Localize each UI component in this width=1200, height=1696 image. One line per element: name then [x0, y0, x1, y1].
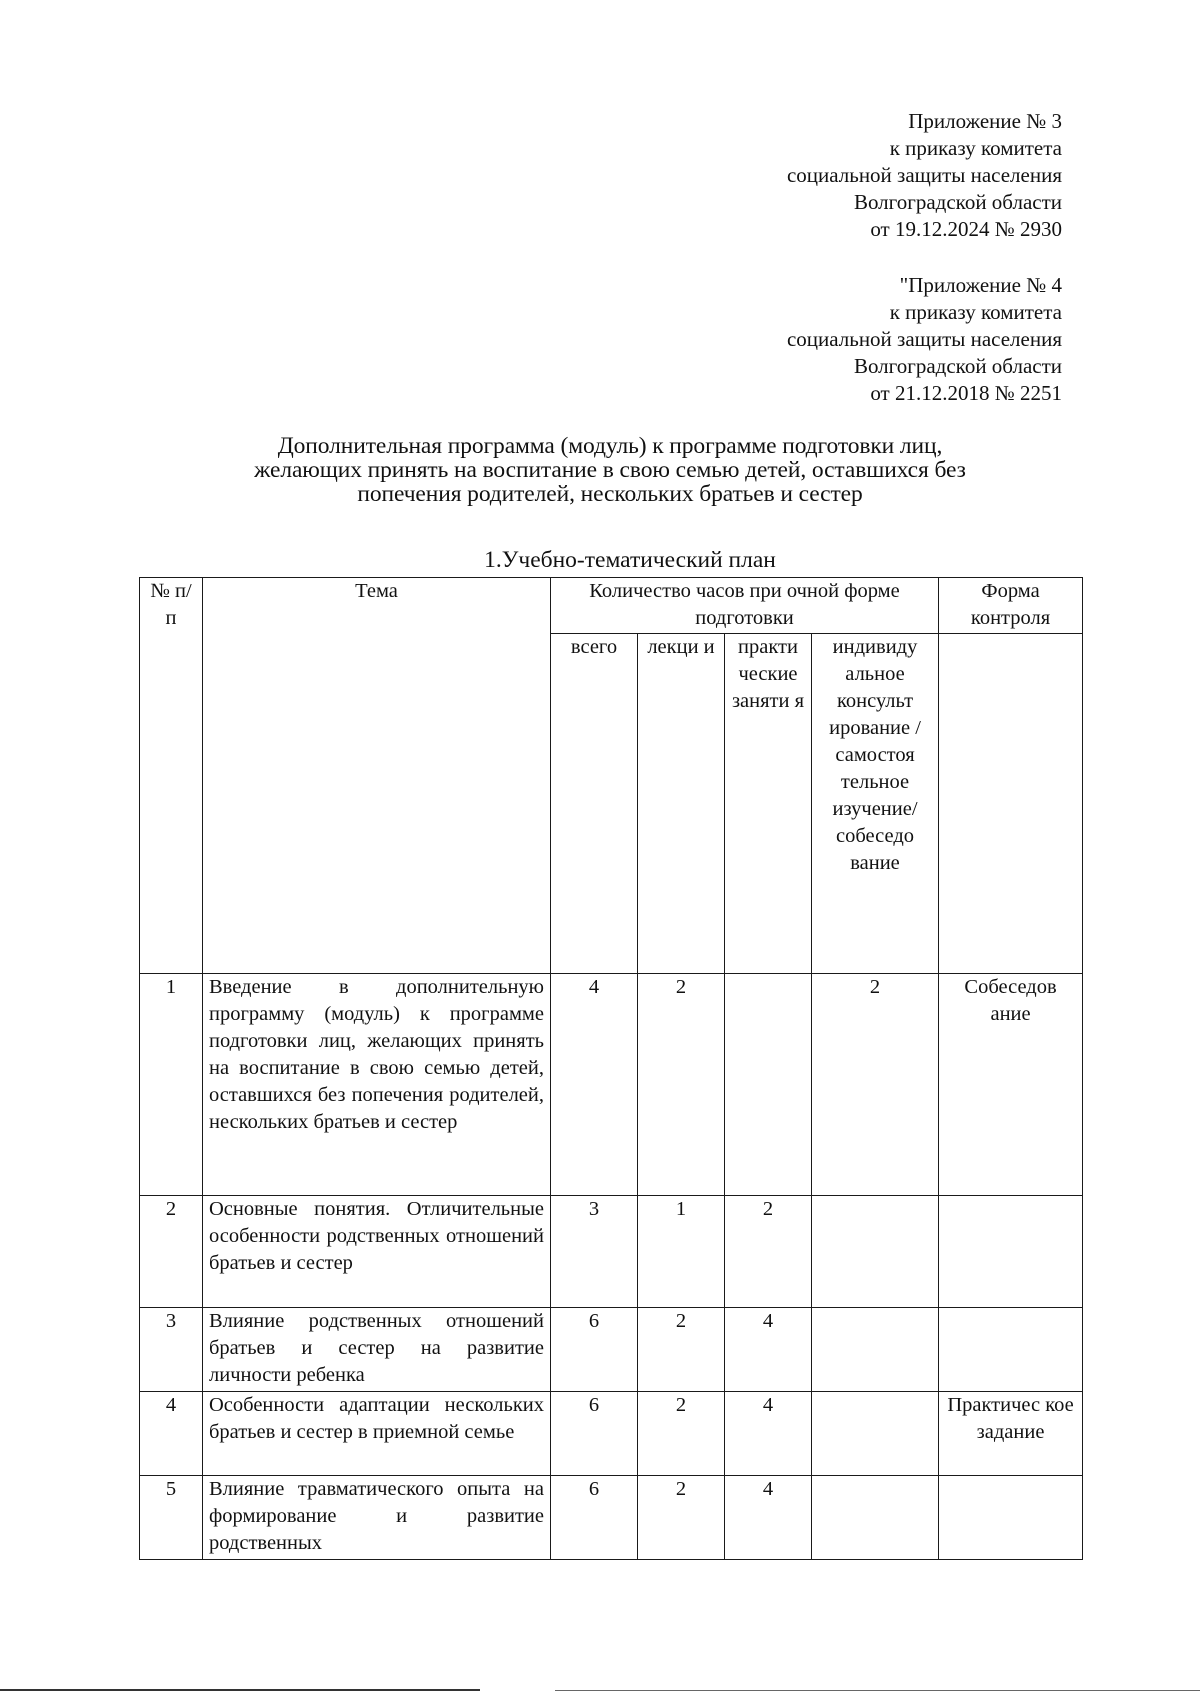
table-row [140, 1476, 1083, 1560]
row-total: 3 [551, 1196, 638, 1308]
row-total: 6 [551, 1308, 638, 1392]
appendix-3-line-2: к приказу комитета [889, 136, 1062, 160]
row-num: 5 [140, 1476, 203, 1560]
row-num: 4 [140, 1392, 203, 1476]
header-topic: Тема [203, 578, 551, 974]
header-lectures: лекци и [638, 634, 725, 974]
appendix-3-line-1: Приложение № 3 [908, 109, 1062, 133]
row-total: 6 [551, 1476, 638, 1560]
header-num: № п/п [140, 578, 203, 974]
row-practical [725, 974, 812, 1196]
row-topic: Основные понятия. Отличительные особенности родственных отношений братьев и сестер [203, 1196, 551, 1308]
row-total: 4 [551, 974, 638, 1196]
appendix-4-line-3: социальной защиты населения [786, 327, 1062, 351]
row-control: Собеседов ание [939, 974, 1083, 1196]
row-topic: Влияние травматического опыта на формирование и развитие родственных [203, 1476, 551, 1560]
section-title: 1.Учебно-тематический план [484, 547, 776, 573]
document-title-line-1: Дополнительная программа (модуль) к программе подготовки лиц, [277, 433, 943, 459]
appendix-4-header [787, 272, 1062, 407]
row-topic: Влияние родственных отношений братьев и сестер на развитие личности ребенка [203, 1308, 551, 1392]
row-lectures: 1 [638, 1196, 725, 1308]
row-individual [812, 1476, 939, 1560]
appendix-3-line-5: от 19.12.2024 № 2930 [870, 217, 1062, 241]
appendix-4-line-2: к приказу комитета [889, 300, 1062, 324]
row-practical: 4 [725, 1476, 812, 1560]
appendix-4-line-1: "Приложение № 4 [899, 273, 1062, 297]
row-topic: Введение в дополнительную программу (модуль) к программе подготовки лиц, желающих принять на воспитание в свою семью детей, оставшихся без попечения родителей, нескольких братьев и сестер [203, 974, 551, 1196]
table-row [140, 1196, 1083, 1308]
row-topic: Особенности адаптации нескольких братьев и сестер в приемной семье [203, 1392, 551, 1476]
scan-edge-line [0, 1689, 480, 1691]
table-header-row-1 [140, 578, 1083, 634]
header-practical: практи ческие заняти я [725, 634, 812, 974]
row-total: 6 [551, 1392, 638, 1476]
table-row [140, 1392, 1083, 1476]
header-hours-group: Количество часов при очной форме подготовки [551, 578, 939, 634]
row-num: 3 [140, 1308, 203, 1392]
appendix-4-line-4: Волгоградской области [853, 354, 1062, 378]
row-individual [812, 1308, 939, 1392]
row-lectures: 2 [638, 1308, 725, 1392]
appendix-4-line-5: от 21.12.2018 № 2251 [870, 381, 1062, 405]
row-lectures: 2 [638, 974, 725, 1196]
row-control [939, 1476, 1083, 1560]
row-individual: 2 [812, 974, 939, 1196]
header-control-empty [939, 634, 1083, 974]
row-control [939, 1308, 1083, 1392]
document-title-line-3: попечения родителей, нескольких братьев и сестер [357, 481, 863, 507]
row-lectures: 2 [638, 1392, 725, 1476]
table-row [140, 1308, 1083, 1392]
appendix-3-header [787, 108, 1062, 243]
row-individual [812, 1392, 939, 1476]
scan-edge-line-right [555, 1690, 1200, 1691]
row-control [939, 1196, 1083, 1308]
row-practical: 2 [725, 1196, 812, 1308]
row-individual [812, 1196, 939, 1308]
row-lectures: 2 [638, 1476, 725, 1560]
header-individual: индивиду альное консульт ирование / самостоя тельное изучение/ собеседо вание [812, 634, 939, 974]
row-practical: 4 [725, 1392, 812, 1476]
header-control: Форма контроля [939, 578, 1083, 634]
document-title-line-2: желающих принять на воспитание в свою семью детей, оставшихся без [254, 457, 966, 483]
appendix-3-line-4: Волгоградской области [853, 190, 1062, 214]
row-num: 2 [140, 1196, 203, 1308]
row-practical: 4 [725, 1308, 812, 1392]
header-total: всего [551, 634, 638, 974]
row-control: Практичес кое задание [939, 1392, 1083, 1476]
document-title [130, 434, 1090, 506]
row-num: 1 [140, 974, 203, 1196]
table-row [140, 974, 1083, 1196]
appendix-3-line-3: социальной защиты населения [786, 163, 1062, 187]
curriculum-table [139, 577, 1083, 1560]
